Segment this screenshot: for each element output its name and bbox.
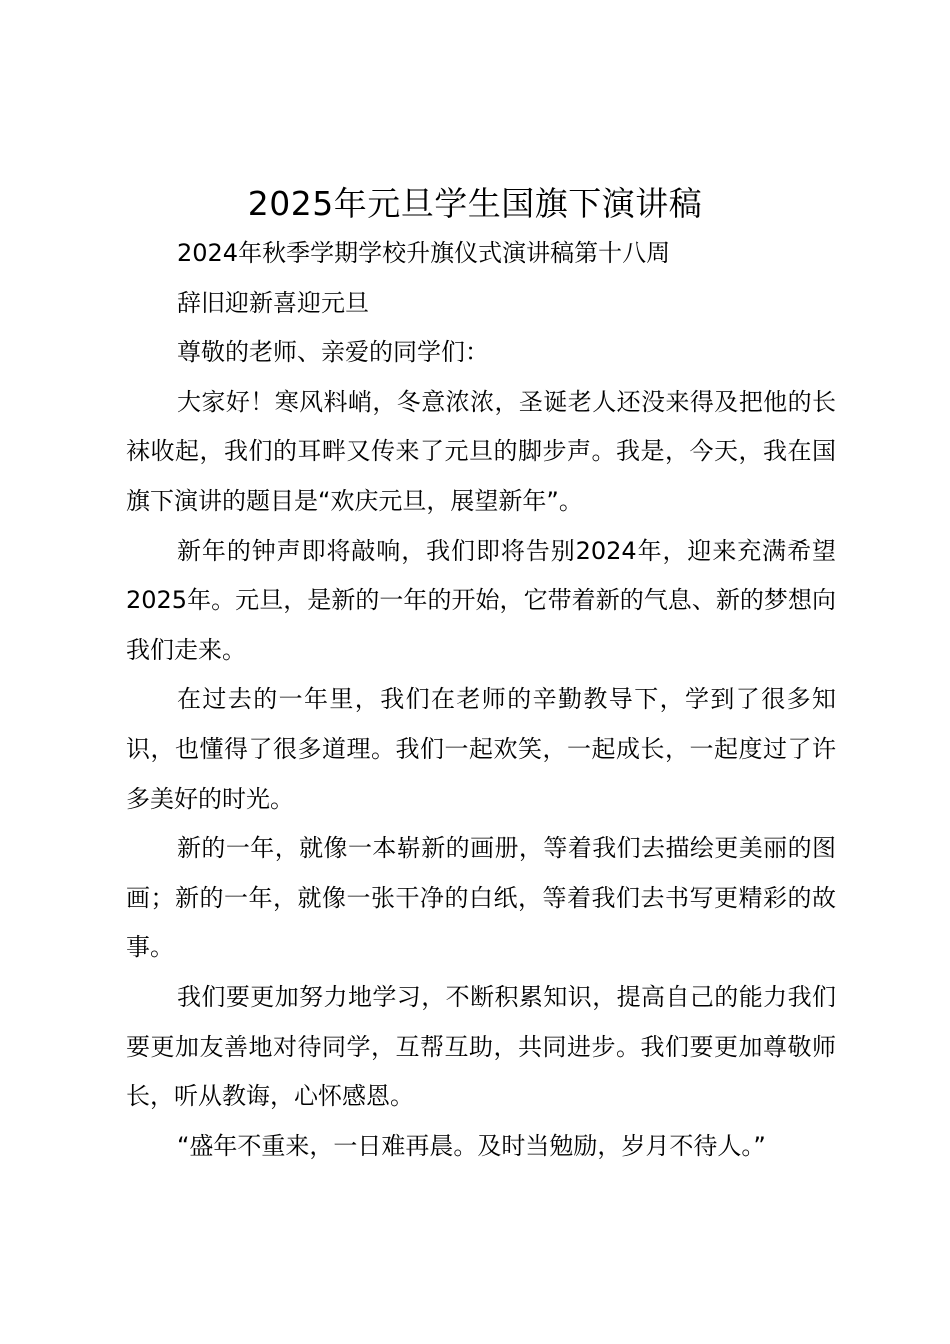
document-title: 2025年元旦学生国旗下演讲稿	[247, 184, 703, 223]
body-paragraph: 新的一年，就像一本崭新的画册，等着我们去描绘更美丽的图画；新的一年，就像一张干净的白纸，等着我们去书写更精彩的故事。	[126, 834, 836, 962]
theme-line: 辞旧迎新喜迎元旦	[177, 288, 369, 317]
body-paragraph: 我们要更加努力地学习，不断积累知识，提高自己的能力我们要更加友善地对待同学，互帮互助，共同进步。我们要更加尊敬师长，听从教诲，心怀感恩。	[126, 982, 836, 1111]
salutation: 尊敬的老师、亲爱的同学们：	[177, 338, 489, 367]
body-paragraph: 大家好！寒风料峭，冬意浓浓，圣诞老人还没来得及把他的长袜收起，我们的耳畔又传来了元旦的脚步声。我是，今天，我在国旗下演讲的题目是“欢庆元旦，展望新年”。	[126, 387, 836, 515]
document-body	[126, 229, 836, 1171]
body-paragraph: 新年的钟声即将敲响，我们即将告别2024年，迎来充满希望2025年。元旦，是新的一年的开始，它带着新的气息、新的梦想向我们走来。	[126, 536, 836, 664]
body-paragraph: 在过去的一年里，我们在老师的辛勤教导下，学到了很多知识，也懂得了很多道理。我们一起欢笑，一起成长，一起度过了许多美好的时光。	[126, 685, 836, 813]
closing-quote: “盛年不重来，一日难再晨。及时当勉励，岁月不待人。”	[177, 1131, 766, 1160]
subtitle-line: 2024年秋季学期学校升旗仪式演讲稿第十八周	[177, 239, 671, 267]
